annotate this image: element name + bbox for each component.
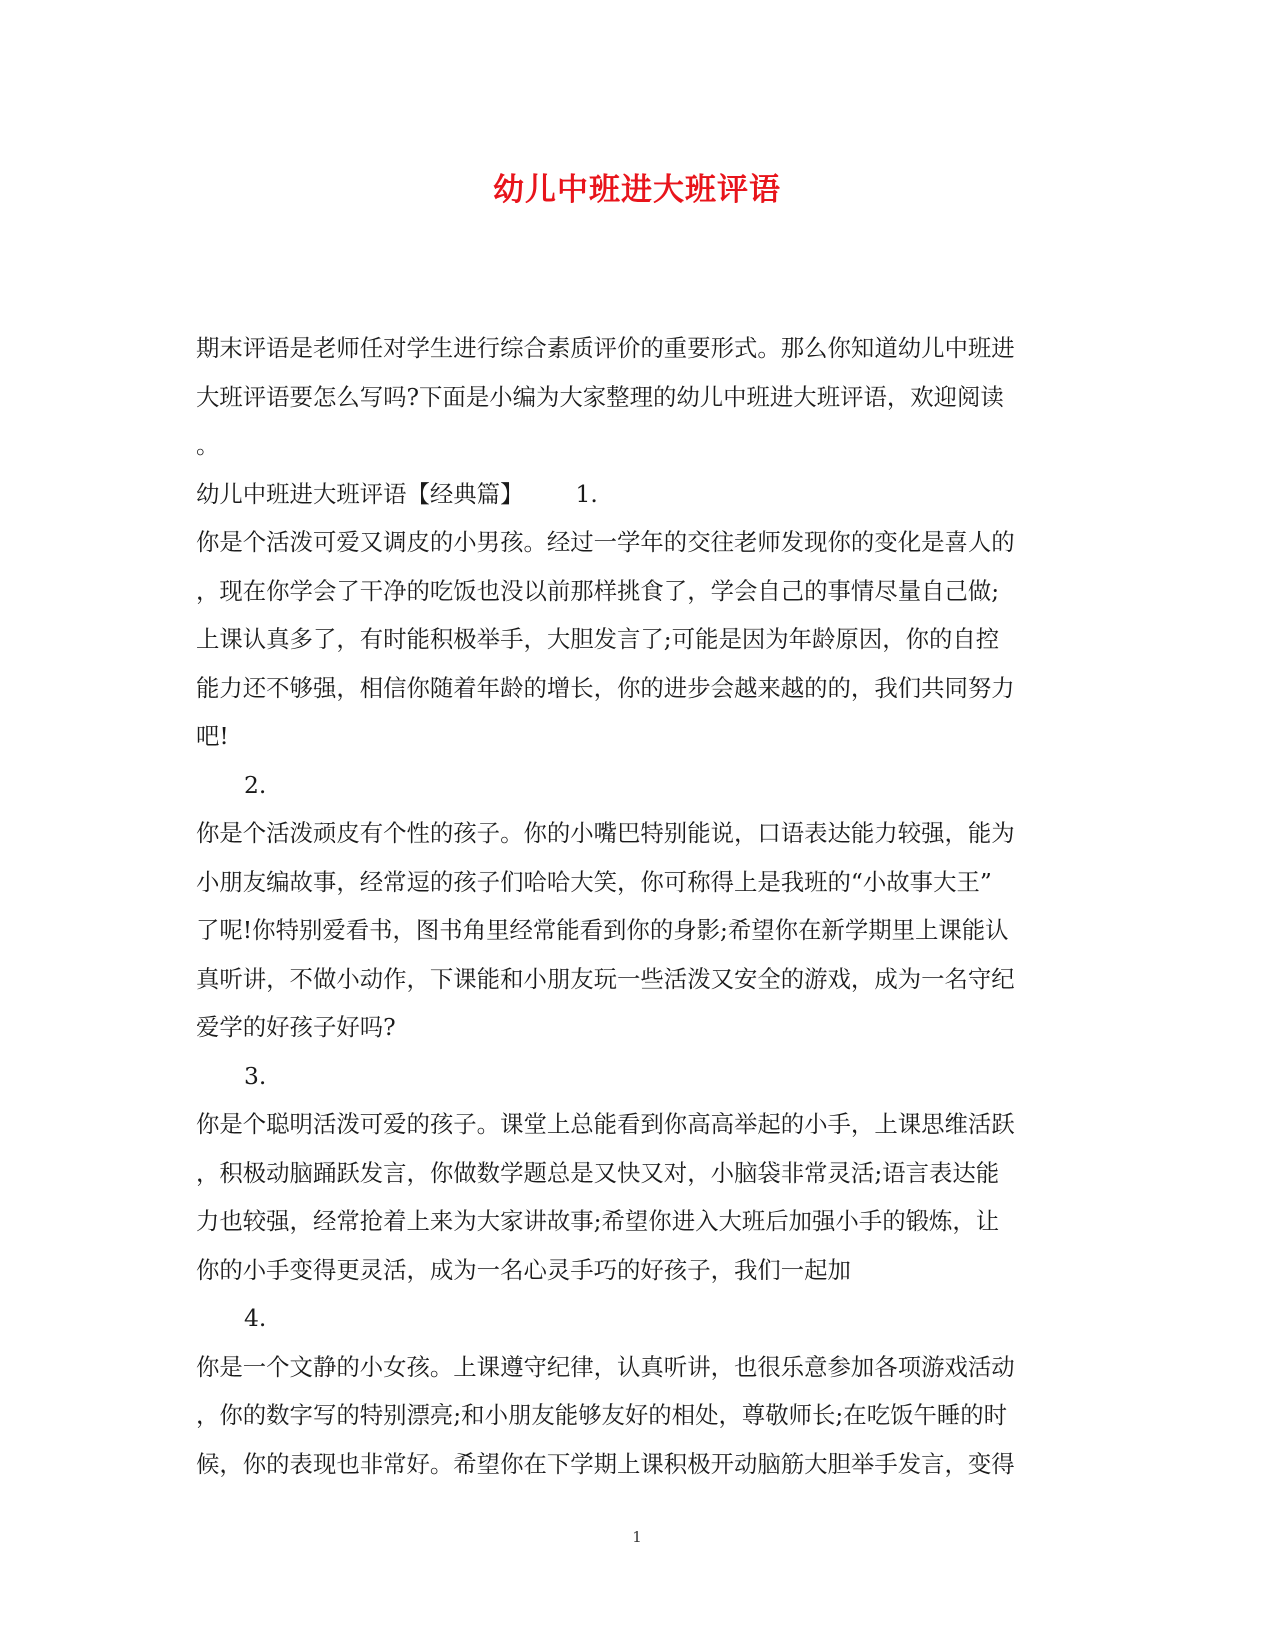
paragraph-line: ，现在你学会了干净的吃饭也没以前那样挑食了，学会自己的事情尽量自己做; bbox=[196, 576, 1000, 605]
item-number: 2. bbox=[244, 770, 267, 799]
paragraph-line: 爱学的好孩子好吗? bbox=[196, 1013, 396, 1041]
document-body bbox=[196, 324, 1076, 1488]
item-number: 3. bbox=[244, 1061, 267, 1090]
intro-line: 期末评语是老师任对学生进行综合素质评价的重要形式。那么你知道幼儿中班进 bbox=[196, 334, 1015, 362]
paragraph-line: 你是一个文静的小女孩。上课遵守纪律，认真听讲，也很乐意参加各项游戏活动 bbox=[196, 1352, 1015, 1381]
paragraph-line: 了呢!你特别爱看书，图书角里经常能看到你的身影;希望你在新学期里上课能认 bbox=[196, 916, 1009, 944]
section-heading-line bbox=[196, 470, 1076, 519]
paragraph-line: ，积极动脑踊跃发言，你做数学题总是又快又对，小脑袋非常灵活;语言表达能 bbox=[196, 1158, 1000, 1187]
paragraph-line: 真听讲，不做小动作，下课能和小朋友玩一些活泼又安全的游戏，成为一名守纪 bbox=[196, 964, 1015, 993]
intro-line: 大班评语要怎么写吗?下面是小编为大家整理的幼儿中班进大班评语，欢迎阅读 bbox=[196, 382, 1004, 411]
section-heading: 幼儿中班进大班评语【经典篇】 bbox=[196, 479, 524, 508]
paragraph-line: 候，你的表现也非常好。希望你在下学期上课积极开动脑筋大胆举手发言，变得 bbox=[196, 1449, 1015, 1478]
paragraph-line: 你的小手变得更灵活，成为一名心灵手巧的好孩子，我们一起加 bbox=[196, 1255, 851, 1284]
paragraph-line: 你是个活泼顽皮有个性的孩子。你的小嘴巴特别能说，口语表达能力较强，能为 bbox=[196, 819, 1015, 847]
intro-line: 。 bbox=[196, 431, 220, 459]
paragraph-line: 你是个聪明活泼可爱的孩子。课堂上总能看到你高高举起的小手，上课思维活跃 bbox=[196, 1110, 1015, 1138]
paragraph-line: 吧! bbox=[196, 722, 229, 750]
document-title: 幼儿中班进大班评语 bbox=[493, 172, 781, 208]
paragraph-line: 上课认真多了，有时能积极举手，大胆发言了;可能是因为年龄原因，你的自控 bbox=[196, 625, 1000, 653]
paragraph-line: 你是个活泼可爱又调皮的小男孩。经过一学年的交往老师发现你的变化是喜人的 bbox=[196, 528, 1015, 556]
item-number: 4. bbox=[244, 1304, 267, 1332]
paragraph-line: 力也较强，经常抢着上来为大家讲故事;希望你进入大班后加强小手的锻炼，让 bbox=[196, 1207, 1000, 1235]
item-number: 1. bbox=[575, 479, 598, 508]
paragraph-line: 小朋友编故事，经常逗的孩子们哈哈大笑，你可称得上是我班的“小故事大王” bbox=[196, 867, 992, 896]
page-number: 1 bbox=[632, 1528, 642, 1546]
paragraph-line: 能力还不够强，相信你随着年龄的增长，你的进步会越来越的的，我们共同努力 bbox=[196, 673, 1015, 702]
paragraph-line: ，你的数字写的特别漂亮;和小朋友能够友好的相处，尊敬师长;在吃饭午睡的时 bbox=[196, 1401, 1008, 1429]
